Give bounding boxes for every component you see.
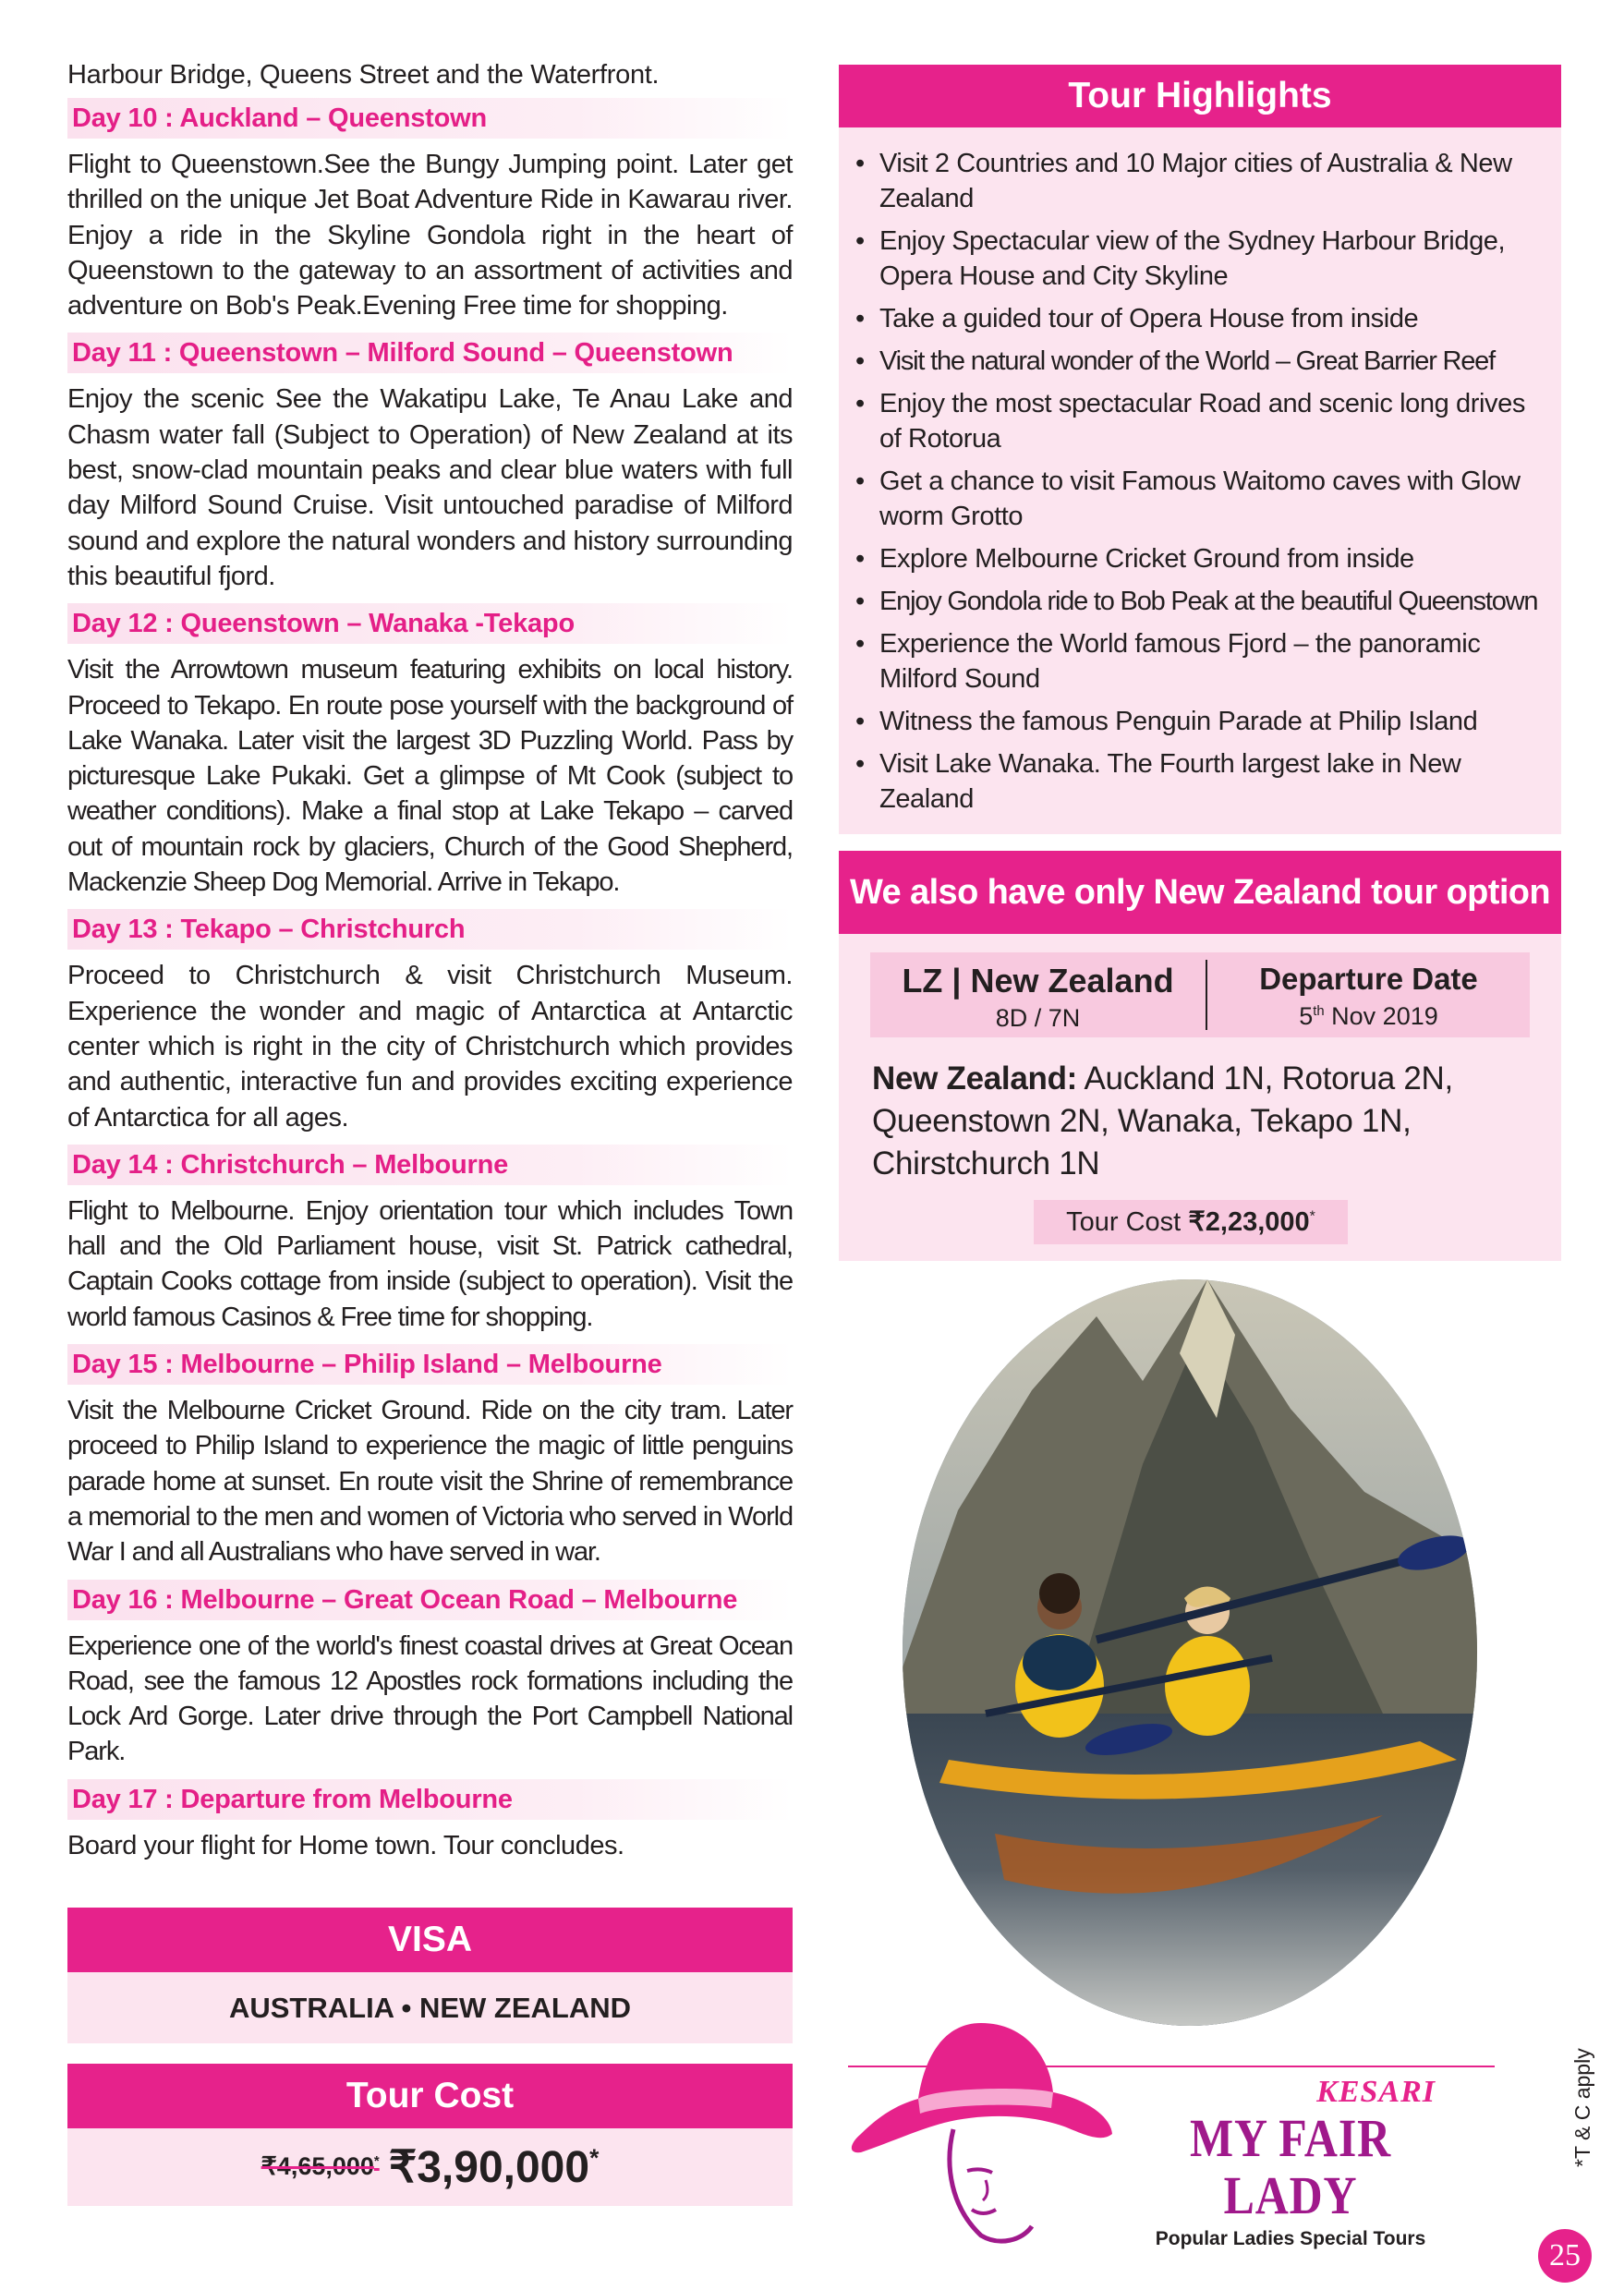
- page-number: 25: [1538, 2229, 1592, 2283]
- bullet-icon: •: [855, 544, 865, 574]
- bullet-icon: •: [855, 389, 865, 418]
- tour-cost-heading: Tour Cost: [67, 2064, 793, 2128]
- day-title: Day 10 : Auckland – Queenstown: [67, 98, 793, 139]
- day-description: Board your flight for Home town. Tour concludes.: [67, 1830, 624, 1860]
- day-11: [67, 333, 793, 594]
- highlights-heading: Tour Highlights: [839, 65, 1561, 127]
- terms-note: *T & C apply: [1570, 2048, 1594, 2167]
- list-item: • Visit 2 Countries and 10 Major cities of Australia & New Zealand: [855, 146, 1545, 216]
- visa-heading: VISA: [67, 1908, 793, 1972]
- intro-text: Harbour Bridge, Queens Street and the Waterfront.: [67, 60, 660, 90]
- day-14: [67, 1145, 793, 1335]
- list-item: • Take a guided tour of Opera House from inside: [855, 301, 1545, 336]
- day-title: Day 17 : Departure from Melbourne: [67, 1779, 793, 1820]
- day-description: Flight to Queenstown.See the Bungy Jumping point. Later get thrilled on the unique Jet Boat Adventure Ride in Kawarau river. Enjoy a ride in the Skyline Gondola right in the heart of Queenstown to the gateway to an assortment of activities and adventure on Bob's Peak.Evening Free time for shopping.: [67, 150, 793, 321]
- tour-code-cell: [870, 960, 1207, 1030]
- brand-tagline: Popular Ladies Special Tours: [1155, 2228, 1426, 2249]
- day-title: Day 14 : Christchurch – Melbourne: [67, 1145, 793, 1185]
- kesari-brand: [1138, 2075, 1443, 2250]
- bullet-icon: •: [855, 587, 864, 616]
- kesari-logo-text: KESARI: [1316, 2075, 1436, 2109]
- list-item: • Visit the natural wonder of the World – Great Barrier Reef: [855, 344, 1545, 379]
- departure-cell: [1207, 952, 1530, 1037]
- day-description: Flight to Melbourne. Enjoy orientation tour which includes Town hall and the Old Parliament house, visit St. Patrick cathedral, Captain Cooks cottage from inside (subject to operation). Visit the world famous Casinos & Free time for shopping.: [67, 1195, 793, 1332]
- list-item: • Get a chance to visit Famous Waitomo caves with Glow worm Grotto: [855, 464, 1545, 534]
- nz-option-heading: We also have only New Zealand tour option: [839, 851, 1561, 934]
- new-zealand-option-panel: [839, 851, 1561, 1261]
- hat-icon: [842, 2005, 1120, 2256]
- nz-itinerary: New Zealand: Auckland 1N, Rotorua 2N, Queenstown 2N, Wanaka, Tekapo 1N, Chirstchurch 1N: [872, 1060, 1453, 1181]
- day-title: Day 16 : Melbourne – Great Ocean Road – Melbourne: [67, 1580, 793, 1620]
- day-17: [67, 1779, 793, 1863]
- day-12: [67, 603, 793, 900]
- day-title: Day 12 : Queenstown – Wanaka -Tekapo: [67, 603, 793, 644]
- day-title: Day 15 : Melbourne – Philip Island – Melbourne: [67, 1344, 793, 1385]
- current-price: ₹3,90,000*: [388, 2142, 600, 2192]
- bullet-icon: •: [855, 629, 865, 659]
- kayak-scene-illustration: [903, 1279, 1477, 2026]
- day-15: [67, 1344, 793, 1569]
- nz-tour-cost: Tour Cost ₹2,23,000*: [1034, 1200, 1348, 1244]
- list-item: • Witness the famous Penguin Parade at Philip Island: [855, 704, 1545, 739]
- list-item: • Explore Melbourne Cricket Ground from inside: [855, 541, 1545, 576]
- day-description: Enjoy the scenic See the Wakatipu Lake, Te Anau Lake and Chasm water fall (Subject to Operation) of New Zealand at its best, snow-clad mountain peaks and clear blue waters with full day Milford Sound Cruise. Visit untouched paradise of Milford sound and explore the natural wonders and history surrounding this beautiful fjord.: [67, 384, 793, 591]
- bullet-icon: •: [855, 346, 864, 376]
- day-description: Proceed to Christchurch & visit Christchurch Museum. Experience the wonder and magic of Antarctica at Antarctic center which is right in the city of Christchurch which provides and authentic, interactive fun and provides exciting experience of Antarctica for all ages.: [67, 961, 793, 1133]
- day-13: [67, 909, 793, 1134]
- kayaking-photo: [903, 1279, 1477, 2026]
- tour-cost-panel: [67, 2128, 793, 2206]
- lady-hat-logo: [842, 2005, 1120, 2256]
- list-item: • Enjoy Gondola ride to Bob Peak at the beautiful Queenstown: [855, 584, 1545, 619]
- tour-highlights-panel: [839, 65, 1561, 834]
- nz-tour-table: [870, 952, 1530, 1037]
- highlights-list: [839, 127, 1561, 817]
- day-16: [67, 1580, 793, 1770]
- bullet-icon: •: [855, 466, 865, 496]
- day-10: [67, 98, 793, 323]
- day-title: Day 11 : Queenstown – Milford Sound – Queenstown: [67, 333, 793, 373]
- tour-duration: 8D / 7N: [995, 1004, 1081, 1032]
- brand-name: MY FAIR LADY: [1190, 2108, 1391, 2225]
- departure-label: Departure Date: [1259, 962, 1478, 996]
- bullet-icon: •: [855, 226, 865, 256]
- bullet-icon: •: [855, 304, 865, 333]
- list-item: • Experience the World famous Fjord – the panoramic Milford Sound: [855, 626, 1545, 697]
- departure-date: 5th Nov 2019: [1299, 1002, 1438, 1030]
- old-price: ₹4,65,000*: [261, 2152, 380, 2181]
- bullet-icon: •: [855, 149, 865, 178]
- tour-code: LZ | New Zealand: [902, 962, 1174, 1000]
- visa-countries: AUSTRALIA • NEW ZEALAND: [67, 1972, 793, 2043]
- list-item: • Visit Lake Wanaka. The Fourth largest lake in New Zealand: [855, 746, 1545, 817]
- day-description: Experience one of the world's finest coastal drives at Great Ocean Road, see the famous 12 Apostles rock formations including the Lock Ard Gorge. Later drive through the Port Campbell National Park.: [67, 1630, 793, 1767]
- list-item: • Enjoy Spectacular view of the Sydney Harbour Bridge, Opera House and City Skyline: [855, 224, 1545, 294]
- bullet-icon: •: [855, 749, 865, 779]
- day-description: Visit the Arrowtown museum featuring exhibits on local history. Proceed to Tekapo. En route pose yourself with the background of Lake Wanaka. Later visit the largest 3D Puzzling World. Pass by picturesque Lake Pukaki. Get a glimpse of Mt Cook (subject to weather conditions). Make a final stop at Lake Tekapo – carved out of mountain rock by glaciers, Church of the Good Shepherd, Mackenzie Sheep Dog Memorial. Arrive in Tekapo.: [67, 655, 793, 898]
- bullet-icon: •: [855, 707, 865, 736]
- day-description: Visit the Melbourne Cricket Ground. Ride on the city tram. Later proceed to Philip Island to experience the magic of little penguins parade home at sunset. En route visit the Shrine of remembrance a memorial to the men and women of Victoria who served in World War I and all Australians who have served in war.: [67, 1396, 793, 1568]
- list-item: • Enjoy the most spectacular Road and scenic long drives of Rotorua: [855, 386, 1545, 456]
- itinerary-column: [67, 57, 793, 2206]
- day-title: Day 13 : Tekapo – Christchurch: [67, 909, 793, 950]
